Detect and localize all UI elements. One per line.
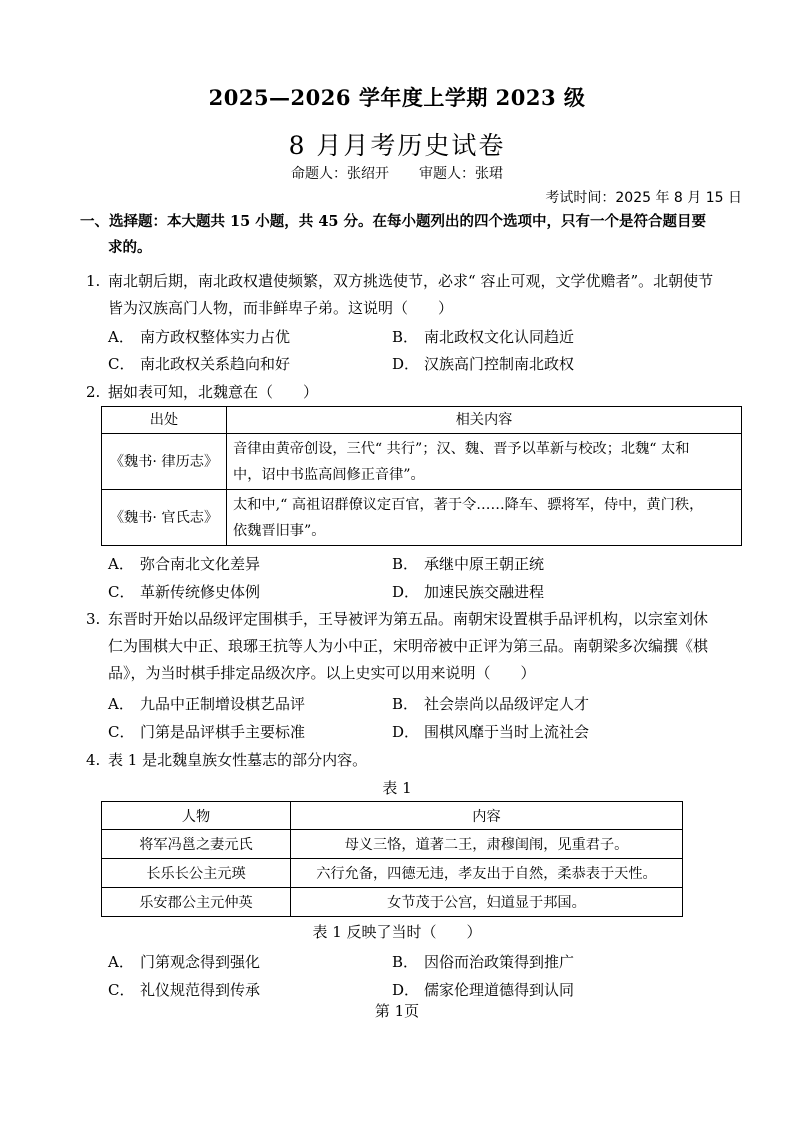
table-header: 相关内容	[227, 407, 742, 434]
question-number: 4.	[86, 751, 101, 769]
option-c[interactable]: C． 门第是品评棋手主要标准	[108, 723, 306, 741]
table-row	[102, 830, 683, 859]
option-d[interactable]: D． 围棋风靡于当时上流社会	[392, 723, 590, 741]
option-b[interactable]: B． 南北政权文化认同趋近	[392, 328, 575, 346]
table-header: 人物	[102, 802, 291, 830]
question-2-table	[101, 406, 742, 546]
reviewer: 审题人：张珺	[419, 166, 503, 182]
question-4-table	[101, 801, 683, 917]
question-1	[86, 268, 746, 322]
exam-title-line1: 2025—2026 学年度上学期 2023 级	[208, 85, 586, 110]
option-a[interactable]: A． 弥合南北文化差异	[108, 555, 261, 573]
table-caption: 表 1	[382, 779, 412, 797]
option-d[interactable]: D． 加速民族交融进程	[392, 583, 545, 601]
table-header-row	[102, 407, 742, 434]
section-heading-line2: 求的。	[108, 239, 152, 256]
table-cell-content: 女节茂于公宫，妇道显于邦国。	[291, 888, 683, 917]
option-c[interactable]: C． 革新传统修史体例	[108, 583, 261, 601]
option-a[interactable]: A． 九品中正制增设棋艺品评	[108, 695, 306, 713]
table-header-row	[102, 802, 683, 830]
option-d[interactable]: D． 汉族高门控制南北政权	[392, 355, 575, 373]
question-number: 3.	[86, 610, 101, 628]
question-stem-line1: 南北朝后期，南北政权遣使频繁，双方挑选使节，必求“ 容止可观，文学优赡者”。北朝使节	[108, 272, 714, 290]
question-stem: 表 1 是北魏皇族女性墓志的部分内容。	[108, 751, 368, 769]
question-stem-line2: 仁为围棋大中正、琅琊王抗等人为小中正，宋明帝被中正评为第三品。南朝梁多次编撰《棋	[108, 637, 709, 655]
table-after-text: 表 1 反映了当时（ ）	[312, 923, 482, 941]
author-line	[0, 163, 794, 183]
section-heading-line1: 一、选择题：本大题共 15 小题，共 45 分。在每小题列出的四个选项中，只有一个是符合题目要	[80, 213, 707, 230]
question-stem: 据如表可知，北魏意在（ ）	[108, 383, 319, 401]
author: 命题人：张绍开	[291, 166, 389, 182]
question-3	[86, 606, 746, 687]
question-stem-line2: 皆为汉族高门人物，而非鲜卑子弟。这说明（ ）	[108, 299, 454, 317]
table-cell-source: 《魏书· 律历志》	[102, 434, 227, 490]
table-cell-content: 母义三恪，道著二王，肃穆闺闱，见重君子。	[291, 830, 683, 859]
table-cell-person: 长乐长公主元瑛	[102, 859, 291, 888]
table-row	[102, 434, 742, 490]
exam-title-line2: 8 月月考历史试卷	[288, 131, 506, 160]
question-number: 1.	[86, 272, 101, 290]
exam-date: 考试时间：2025 年 8 月 15 日	[545, 190, 742, 206]
table-cell-source: 《魏书· 官氏志》	[102, 490, 227, 546]
page-number: 第 1页	[374, 1002, 420, 1020]
question-stem-line3: 品》，为当时棋手排定品级次序。以上史实可以用来说明（ ）	[108, 664, 536, 682]
question-number: 2.	[86, 383, 101, 401]
table-cell-person: 将军冯邕之妻元氏	[102, 830, 291, 859]
option-b[interactable]: B． 承继中原王朝正统	[392, 555, 545, 573]
option-b[interactable]: B． 因俗而治政策得到推广	[392, 953, 575, 971]
question-4	[86, 747, 746, 774]
table-cell-content: 太和中,“ 高祖诏群僚议定百官，著于令……降车、骠将军，侍中，黄门秩， 依魏晋旧事”。	[227, 490, 742, 546]
table-cell-content: 音律由黄帝创设，三代“ 共行”；汉、魏、晋予以革新与校改；北魏“ 太和 中，诏中书监高闾修正音律”。	[227, 434, 742, 490]
table-header: 出处	[102, 407, 227, 434]
option-a[interactable]: A． 南方政权整体实力占优	[108, 328, 291, 346]
option-c[interactable]: C． 南北政权关系趋向和好	[108, 355, 291, 373]
table-row	[102, 888, 683, 917]
option-d[interactable]: D． 儒家伦理道德得到认同	[392, 981, 575, 999]
question-stem-line1: 东晋时开始以品级评定围棋手，王导被评为第五品。南朝宋设置棋手品评机构，以宗室刘休	[108, 610, 709, 628]
option-c[interactable]: C． 礼仪规范得到传承	[108, 981, 261, 999]
table-header: 内容	[291, 802, 683, 830]
table-cell-content: 六行允备，四德无违，孝友出于自然，柔恭表于天性。	[291, 859, 683, 888]
option-b[interactable]: B． 社会崇尚以品级评定人才	[392, 695, 590, 713]
table-row	[102, 859, 683, 888]
section-heading	[80, 209, 750, 261]
table-cell-person: 乐安郡公主元仲英	[102, 888, 291, 917]
table-row	[102, 490, 742, 546]
option-a[interactable]: A． 门第观念得到强化	[108, 953, 261, 971]
question-2	[86, 379, 746, 406]
